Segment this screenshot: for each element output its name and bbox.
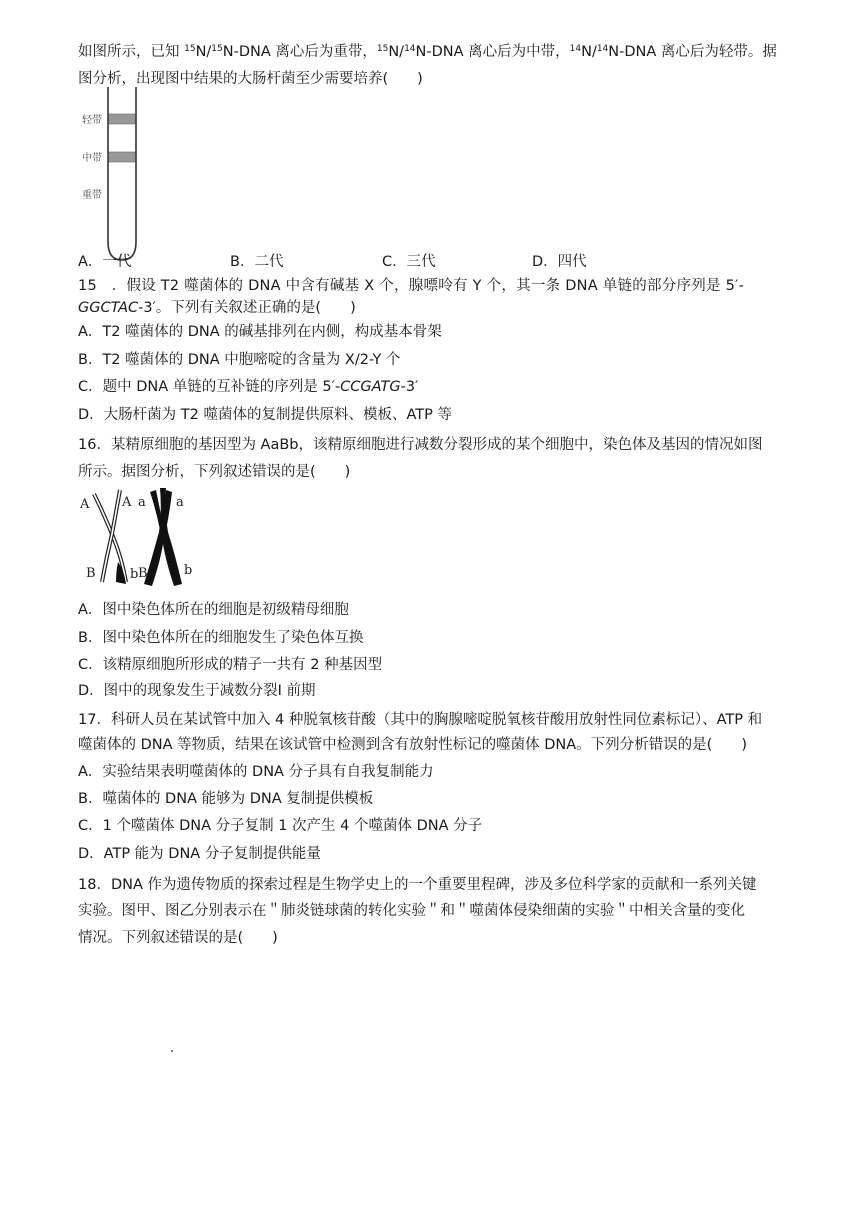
q15-stem-line2: GGCTAC-3′。下列有关叙述正确的是( ) — [78, 300, 356, 316]
q17-option-c[interactable]: C．1 个噬菌体 DNA 分子复制 1 次产生 4 个噬菌体 DNA 分子 — [78, 818, 483, 834]
allele-B-left: B — [86, 566, 96, 581]
allele-A-middle: A — [122, 495, 132, 510]
q17-option-a[interactable]: A．实验结果表明噬菌体的 DNA 分子具有自我复制能力 — [78, 764, 434, 780]
q16-stem-line2: 所示。据图分析，下列叙述错误的是( ) — [78, 464, 351, 480]
q14-option-d[interactable]: D．四代 — [532, 254, 587, 270]
chromosome-figure — [80, 484, 200, 590]
allele-a-right: a — [176, 495, 184, 510]
q17-stem-line2: 噬菌体的 DNA 等物质，结果在该试管中检测到含有放射性标记的噬菌体 DNA。下列分析错误的是( ) — [78, 737, 747, 753]
q18-stem-line1: 18．DNA 作为遗传物质的探索过程是生物学史上的一个重要里程碑，涉及多位科学家的贡献和一系列关键 — [78, 877, 757, 893]
page-dot — [171, 1050, 173, 1052]
q14-option-b[interactable]: B．二代 — [230, 254, 284, 270]
q16-option-a[interactable]: A．图中染色体所在的细胞是初级精母细胞 — [78, 602, 349, 618]
q17-option-d[interactable]: D．ATP 能为 DNA 分子复制提供能量 — [78, 846, 321, 862]
q14-stem-line1: 如图所示，已知 $^{15}$N/$^{15}$N-DNA 离心后为重带，$^{15}$N/$^{14}$N-DNA 离心后为中带，$^{14}$N/$^{14}$N-DNA 离心后为轻带。据 — [78, 44, 777, 60]
q17-option-b[interactable]: B．噬菌体的 DNA 能够为 DNA 复制提供模板 — [78, 791, 374, 807]
centrifuge-tube-figure — [78, 84, 158, 264]
q16-option-d[interactable]: D．图中的现象发生于减数分裂Ⅰ 前期 — [78, 683, 316, 699]
allele-b-middle: b — [130, 567, 139, 582]
q14-option-c[interactable]: C．三代 — [382, 254, 436, 270]
q18-stem-line2: 实验。图甲、图乙分别表示在＂肺炎链球菌的转化实验＂和＂噬菌体侵染细菌的实验＂中相关含量的变化 — [78, 903, 745, 919]
q17-stem-line1: 17．科研人员在某试管中加入 4 种脱氧核苷酸（其中的胸腺嘧啶脱氧核苷酸用放射性同位素标记）、ATP 和 — [78, 712, 763, 728]
q14-option-a[interactable]: A．一代 — [78, 254, 132, 270]
q15-option-a[interactable]: A．T2 噬菌体的 DNA 的碱基排列在内侧，构成基本骨架 — [78, 324, 442, 340]
q16-stem-line1: 16．某精原细胞的基因型为 AaBb，该精原细胞进行减数分裂形成的某个细胞中，染色体及基因的情况如图 — [78, 437, 763, 453]
middle-band-label: 中带 — [82, 153, 102, 164]
q15-option-c[interactable]: C．题中 DNA 单链的互补链的序列是 5′-CCGATG-3′ — [78, 379, 419, 395]
q15-stem-line1: 15 ．假设 T2 噬菌体的 DNA 中含有碱基 X 个，腺嘌呤有 Y 个，其一条 DNA 单链的部分序列是 5′- — [78, 278, 745, 294]
q16-option-c[interactable]: C．该精原细胞所形成的精子一共有 2 种基因型 — [78, 657, 383, 673]
light-band — [109, 114, 135, 124]
allele-b-right: b — [184, 563, 193, 578]
allele-A-left: A — [80, 497, 90, 512]
middle-band — [109, 152, 135, 162]
q18-stem-line3: 情况。下列叙述错误的是( ) — [78, 930, 278, 946]
allele-a-middle: a — [138, 495, 146, 510]
heavy-band-label: 重带 — [82, 190, 102, 201]
q15-option-d[interactable]: D．大肠杆菌为 T2 噬菌体的复制提供原料、模板、ATP 等 — [78, 407, 452, 423]
light-band-label: 轻带 — [82, 115, 102, 126]
centrifuge-tube — [108, 87, 136, 260]
allele-B-middle: B — [138, 566, 148, 581]
q16-option-b[interactable]: B．图中染色体所在的细胞发生了染色体互换 — [78, 630, 364, 646]
q14-stem-line2: 图分析，出现图中结果的大肠杆菌至少需要培养( ) — [78, 71, 423, 87]
q15-option-b[interactable]: B．T2 噬菌体的 DNA 中胞嘧啶的含量为 X/2-Y 个 — [78, 352, 401, 368]
